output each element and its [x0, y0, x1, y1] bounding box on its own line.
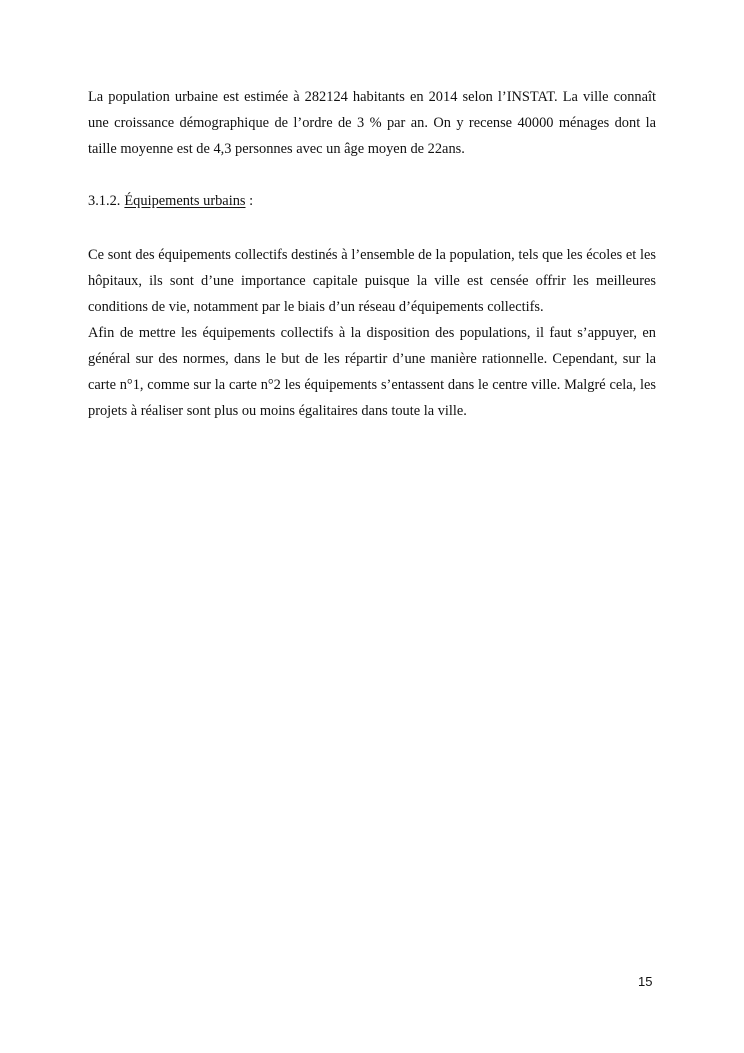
intro-paragraph: La population urbaine est estimée à 282124 habitants en 2014 selon l’INSTAT. La ville connaît une croissance démographique de l’ordre de 3 % par an. On y recense 40000 ménages dont la taille moyenne est de 4,3 personnes avec un âge moyen de 22ans.	[88, 89, 656, 157]
body-paragraph-2: Afin de mettre les équipements collectifs à la disposition des populations, il faut s’appuyer, en général sur des normes, dans le but de les répartir d’une manière rationnelle. Cependant, sur la carte n°1, comme sur la carte n°2 les équipements s’entassent dans le centre ville. Malgré cela, les projets à réaliser sont plus ou moins égalitaires dans toute la ville.	[88, 325, 656, 419]
section-title: Équipements urbains	[124, 193, 246, 209]
section-title-suffix: :	[245, 193, 254, 209]
page-number: 15	[638, 974, 653, 989]
document-body	[88, 84, 656, 424]
body-paragraph-1: Ce sont des équipements collectifs destinés à l’ensemble de la population, tels que les écoles et les hôpitaux, ils sont d’une importance capitale puisque la ville est censée offrir les meilleures conditions de vie, notamment par le biais d’un réseau d’équipements collectifs.	[88, 247, 656, 315]
section-number: 3.1.2.	[88, 193, 121, 209]
section-heading	[88, 188, 656, 214]
